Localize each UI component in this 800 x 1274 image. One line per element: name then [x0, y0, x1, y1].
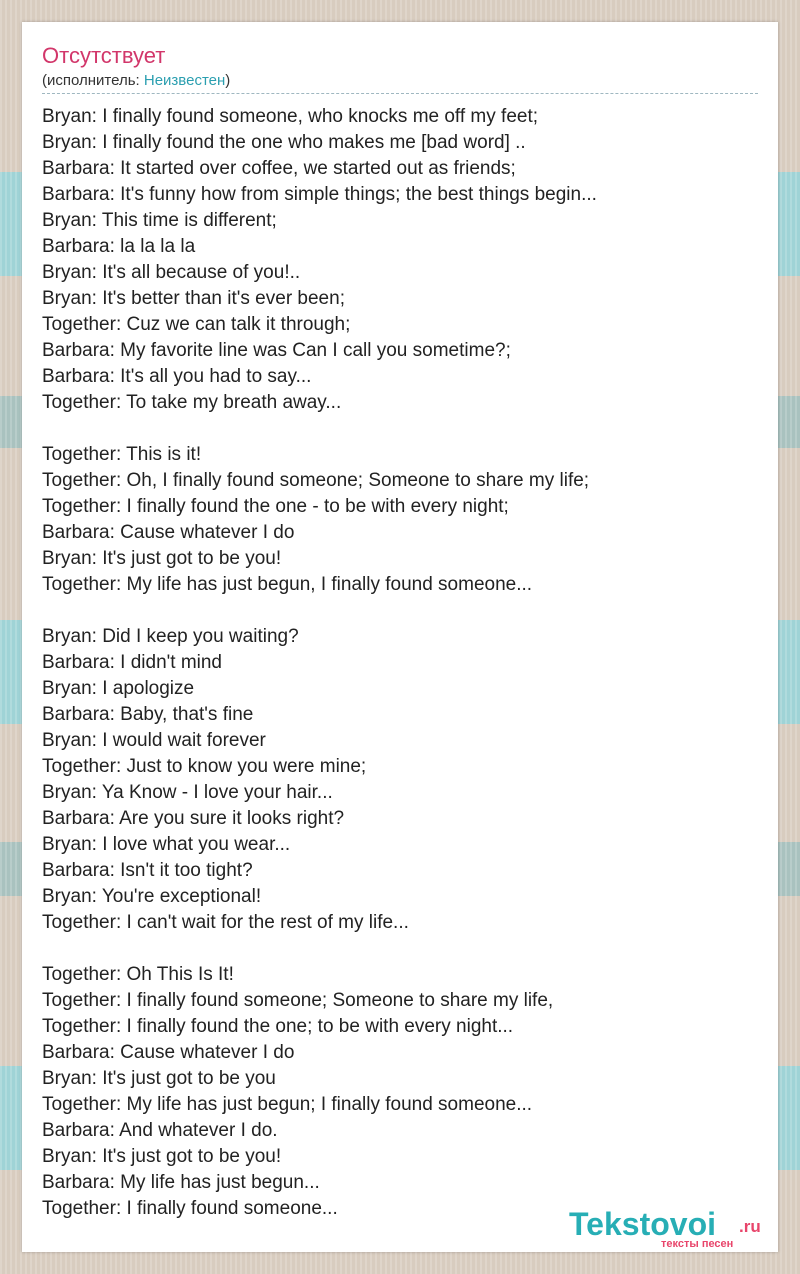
- lyric-line: Barbara: It started over coffee, we started out as friends;: [42, 158, 516, 179]
- lyric-line: Bryan: It's better than it's ever been;: [42, 288, 345, 309]
- lyric-line: Barbara: It's funny how from simple things; the best things begin...: [42, 184, 597, 205]
- logo-tld: .ru: [739, 1217, 761, 1236]
- lyric-line: Barbara: My favorite line was Can I call you sometime?;: [42, 340, 511, 361]
- lyric-line: Together: Just to know you were mine;: [42, 756, 367, 777]
- lyric-line: Barbara: Cause whatever I do: [42, 1042, 295, 1063]
- lyric-line: Together: I finally found someone...: [42, 1198, 338, 1219]
- lyric-line: Together: Oh, I finally found someone; Someone to share my life;: [42, 470, 590, 491]
- lyric-line: Barbara: Are you sure it looks right?: [42, 808, 345, 829]
- lyric-line: Together: I can't wait for the rest of my life...: [42, 912, 409, 933]
- lyric-line: Bryan: I apologize: [42, 678, 195, 699]
- lyric-line: Bryan: I would wait forever: [42, 730, 266, 751]
- lyric-line: Barbara: I didn't mind: [42, 652, 222, 673]
- title-divider: [42, 93, 758, 94]
- song-subtitle: [42, 72, 230, 90]
- lyric-line: Bryan: Ya Know - I love your hair...: [42, 782, 333, 803]
- lyric-line: Bryan: It's just got to be you: [42, 1068, 276, 1089]
- site-logo[interactable]: [569, 1206, 774, 1250]
- lyric-line: Together: I finally found the one; to be with every night...: [42, 1016, 514, 1037]
- lyric-line: Bryan: I finally found someone, who knocks me off my feet;: [42, 106, 539, 127]
- lyric-line: Bryan: It's all because of you!..: [42, 262, 301, 283]
- lyric-line: Bryan: I love what you wear...: [42, 834, 291, 855]
- lyric-line: Barbara: My life has just begun...: [42, 1172, 320, 1193]
- stanza-break: [42, 416, 758, 442]
- lyric-line: Together: I finally found the one - to be with every night;: [42, 496, 509, 517]
- lyrics-body: [42, 104, 758, 1222]
- lyric-line: Bryan: This time is different;: [42, 210, 277, 231]
- song-title: Отсутствует: [42, 43, 166, 68]
- lyric-line: Together: I finally found someone; Someone to share my life,: [42, 990, 554, 1011]
- logo-tagline: тексты песен: [661, 1238, 734, 1250]
- lyric-line: Barbara: Baby, that's fine: [42, 704, 254, 725]
- lyric-line: Bryan: You're exceptional!: [42, 886, 262, 907]
- lyric-line: Barbara: Cause whatever I do: [42, 522, 295, 543]
- lyrics-card: [22, 22, 778, 1252]
- logo-name: Tekstovoi: [569, 1206, 716, 1242]
- lyric-line: Together: My life has just begun, I finally found someone...: [42, 574, 533, 595]
- lyric-line: Bryan: Did I keep you waiting?: [42, 626, 299, 647]
- lyric-line: Together: Cuz we can talk it through;: [42, 314, 351, 335]
- subtitle-prefix: (исполнитель:: [42, 72, 144, 89]
- lyric-line: Barbara: Isn't it too tight?: [42, 860, 253, 881]
- artist-link[interactable]: Неизвестен: [143, 72, 226, 89]
- lyric-line: Together: This is it!: [42, 444, 202, 465]
- lyric-line: Together: Oh This Is It!: [42, 964, 234, 985]
- lyric-line: Bryan: I finally found the one who makes me [bad word] ..: [42, 132, 526, 153]
- lyric-line: Barbara: It's all you had to say...: [42, 366, 312, 387]
- lyric-line: Bryan: It's just got to be you!: [42, 548, 282, 569]
- lyric-line: Together: To take my breath away...: [42, 392, 342, 413]
- lyric-line: Barbara: And whatever I do.: [42, 1120, 278, 1141]
- stanza-break: [42, 936, 758, 962]
- subtitle-suffix: ): [225, 72, 231, 89]
- lyric-line: Barbara: la la la la: [42, 236, 196, 257]
- lyric-line: Together: My life has just begun; I finally found someone...: [42, 1094, 533, 1115]
- stanza-break: [42, 598, 758, 624]
- lyric-line: Bryan: It's just got to be you!: [42, 1146, 282, 1167]
